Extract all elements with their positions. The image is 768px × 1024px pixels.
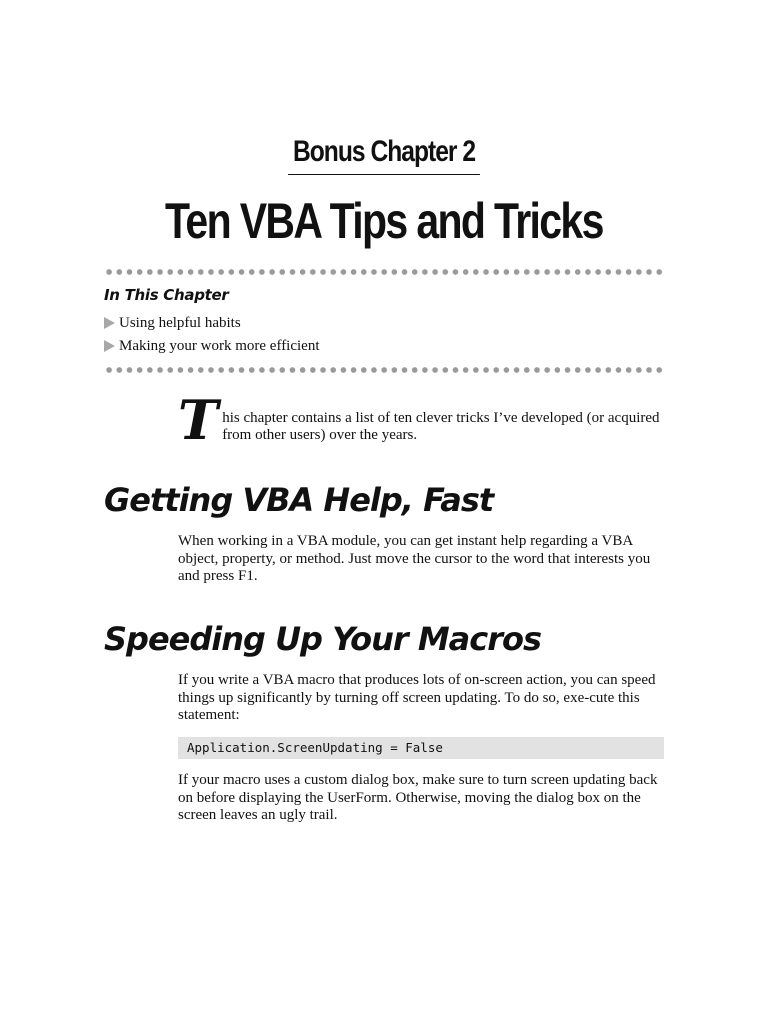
intro-text: his chapter contains a list of ten clever tricks I’ve developed (or acquired from other users) over the years. [222,410,660,443]
chapter-label-text: Bonus Chapter 2 [288,134,480,175]
dotted-divider-top [104,268,664,276]
section-speed-paragraph-2: If your macro uses a custom dialog box, make sure to turn screen updating back on before displaying the UserForm. Otherwise, moving the dialog box on the screen leaves an ugly trail. [178,772,658,823]
list-item-text: Making your work more efficient [119,337,320,354]
list-item [104,311,320,334]
list-item [104,334,320,357]
drop-cap: T [178,388,219,452]
triangle-bullet-icon [104,340,115,352]
section-heading-help: Getting VBA Help, Fast [104,481,494,519]
code-block: Application.ScreenUpdating = False [178,737,664,759]
chapter-label [0,134,768,175]
chapter-title-text: Ten VBA Tips and Tricks [165,193,603,249]
dotted-divider-bottom [104,366,664,374]
section-heading-speed: Speeding Up Your Macros [104,620,542,658]
section-help-paragraph: When working in a VBA module, you can get instant help regarding a VBA object, property, or method. Just move the cursor to the word that interests you and press F1. [178,533,651,584]
section-speed-paragraph-1: If you write a VBA macro that produces lots of on-screen action, you can speed things up significantly by turning off screen updating. To do so, exe-cute this statement: [178,672,656,723]
intro-paragraph [178,388,668,452]
chapter-title [0,192,768,250]
in-this-chapter-heading: In This Chapter [104,286,229,304]
in-this-chapter-list [104,311,320,357]
triangle-bullet-icon [104,317,115,329]
list-item-text: Using helpful habits [119,314,241,331]
